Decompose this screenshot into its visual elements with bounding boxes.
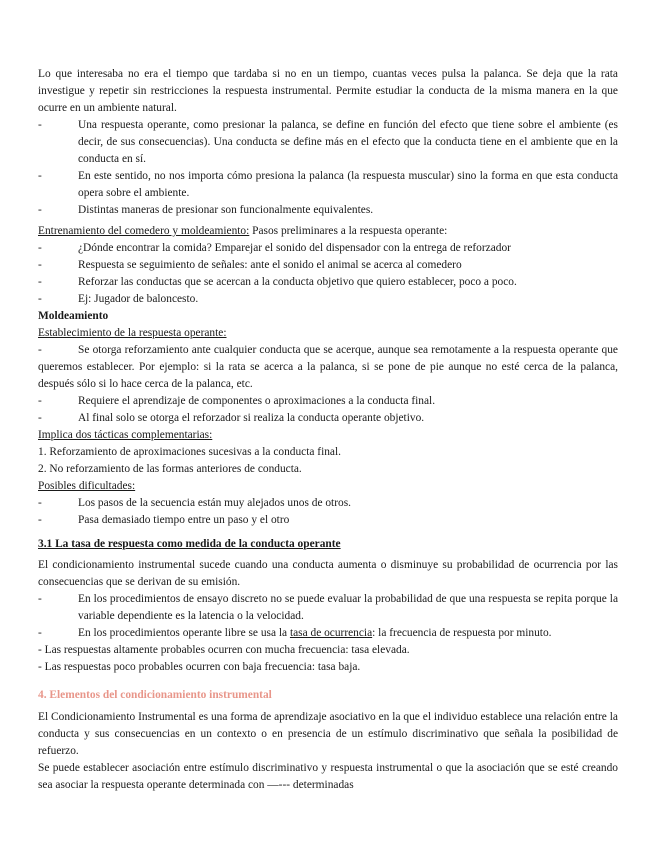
tasa-ocurrencia-term: tasa de ocurrencia [289,627,373,639]
intro-bullet [38,168,618,202]
section-4-paragraph: El Condicionamiento Instrumental es una forma de aprendizaje asociativo en la que el individuo establece una relación entre la conducta y sus consecuencias en un contexto o en presencia de un estímulo discriminativo que señala la posibilidad de refuerzo. [38,711,618,757]
difficulty-bullet [38,495,618,512]
rate-line: - Las respuestas altamente probables ocurren con mucha frecuencia: tasa elevada. [38,644,410,656]
moldeamiento-bullet-text: Al final solo se otorga el reforzador si realiza la conducta operante objetivo. [78,412,425,424]
rate-line: - Las respuestas poco probables ocurren con baja frecuencia: tasa baja. [38,661,361,673]
dash-marker: - [38,514,42,526]
training-bullet-text: Reforzar las conductas que se acercan a la conducta objetivo que quiero establecer, poco a poco. [78,276,517,288]
difficulties-label: Posibles dificultades: [38,480,136,492]
intro-bullet-text: En este sentido, no nos importa cómo presiona la palanca (la respuesta muscular) sino la forma en que esta conducta opera sobre el ambiente. [78,170,618,199]
dash-marker: - [38,259,42,271]
moldeamiento-title: Moldeamiento [38,310,109,322]
tactics-label: Implica dos tácticas complementarias: [38,429,213,441]
moldeamiento-bullet [38,410,618,427]
training-label: Entrenamiento del comedero y moldeamiento: [38,225,250,237]
training-bullet [38,274,618,291]
dash-marker: - [38,395,42,407]
intro-paragraph: Lo que interesaba no era el tiempo que tardaba si no en un tiempo, cuantas veces pulsa la palanca. Se deja que la rata investigue y repetir sin restricciones la respuesta instrumental. Permite estudiar la conducta de la misma manera en la que ocurre en un ambiente natural. [38,68,618,114]
section-3-1-paragraph: El condicionamiento instrumental sucede cuando una conducta aumenta o disminuye su probabilidad de ocurrencia por las consecuencias que se derivan de su emisión. [38,559,618,588]
tactic-item: 1. Reforzamiento de aproximaciones sucesivas a la conducta final. [38,446,342,458]
difficulty-text: Pasa demasiado tiempo entre un paso y el otro [78,514,290,526]
intro-bullet-text: Distintas maneras de presionar son funcionalmente equivalentes. [78,204,374,216]
dash-marker: - [38,293,42,305]
bullet2-pre: En los procedimientos operante libre se usa la [78,627,290,639]
section-3-1-bullet [38,625,618,642]
dash-marker: - [38,344,42,356]
dash-marker: - [38,170,42,182]
training-intro [38,223,618,240]
intro-bullet-text: Una respuesta operante, como presionar la palanca, se define en función del efecto que tiene sobre el ambiente (es decir, de sus consecuencias). Una conducta se define más en el efecto que la conducta tiene en el ambiente que en la conducta en sí. [78,119,618,165]
training-rest: Pasos preliminares a la respuesta operante: [249,225,448,237]
dash-marker: - [38,627,42,639]
section-3-1-heading: 3.1 La tasa de respuesta como medida de la conducta operante [38,538,341,550]
dash-marker: - [38,119,42,131]
document-page [38,66,618,794]
dash-marker: - [38,204,42,216]
tactic-item: 2. No reforzamiento de las formas anteriores de conducta. [38,463,302,475]
section-4-paragraph: Se puede establecer asociación entre estímulo discriminativo y respuesta instrumental o que la asociación que se esté creando sea asociar la respuesta operante determinada con —--- determinadas [38,762,618,791]
training-bullet [38,240,618,257]
moldeamiento-first-text: Se otorga reforzamiento ante cualquier conducta que se acerque, aunque sea remotamente a la respuesta operante que queremos establecer. Por ejemplo: si la rata se acerca a la palanca, si se pone de pie aunque no esté cerca de la palanca, después sólo si lo hace cerca de la palanca, etc. [38,344,618,390]
moldeamiento-bullet-text: Requiere el aprendizaje de componentes o aproximaciones a la conducta final. [78,395,436,407]
intro-bullet [38,202,618,219]
intro-bullet [38,117,618,168]
moldeamiento-subtitle: Establecimiento de la respuesta operante: [38,327,227,339]
dash-marker: - [38,242,42,254]
training-bullet [38,257,618,274]
section-4-heading: 4. Elementos del condicionamiento instrumental [38,689,272,701]
section-3-1-bullet-text [78,625,618,642]
dash-marker: - [38,497,42,509]
moldeamiento-bullet [38,393,618,410]
training-bullet-text: Ej: Jugador de baloncesto. [78,293,199,305]
difficulty-text: Los pasos de la secuencia están muy alejados unos de otros. [78,497,351,509]
training-bullet-text: Respuesta se seguimiento de señales: ante el sonido el animal se acerca al comedero [78,259,462,271]
dash-marker: - [38,412,42,424]
moldeamiento-first-bullet [38,342,618,393]
difficulty-bullet [38,512,618,529]
dash-marker: - [38,593,42,605]
training-bullet-text: ¿Dónde encontrar la comida? Emparejar el sonido del dispensador con la entrega de reforzador [78,242,511,254]
training-bullet [38,291,618,308]
bullet2-post: : la frecuencia de respuesta por minuto. [372,627,552,639]
dash-marker: - [38,276,42,288]
section-3-1-bullet-text: En los procedimientos de ensayo discreto no se puede evaluar la probabilidad de que una respuesta se repita porque la variable dependiente es la latencia o la velocidad. [78,593,618,622]
section-3-1-bullet [38,591,618,625]
